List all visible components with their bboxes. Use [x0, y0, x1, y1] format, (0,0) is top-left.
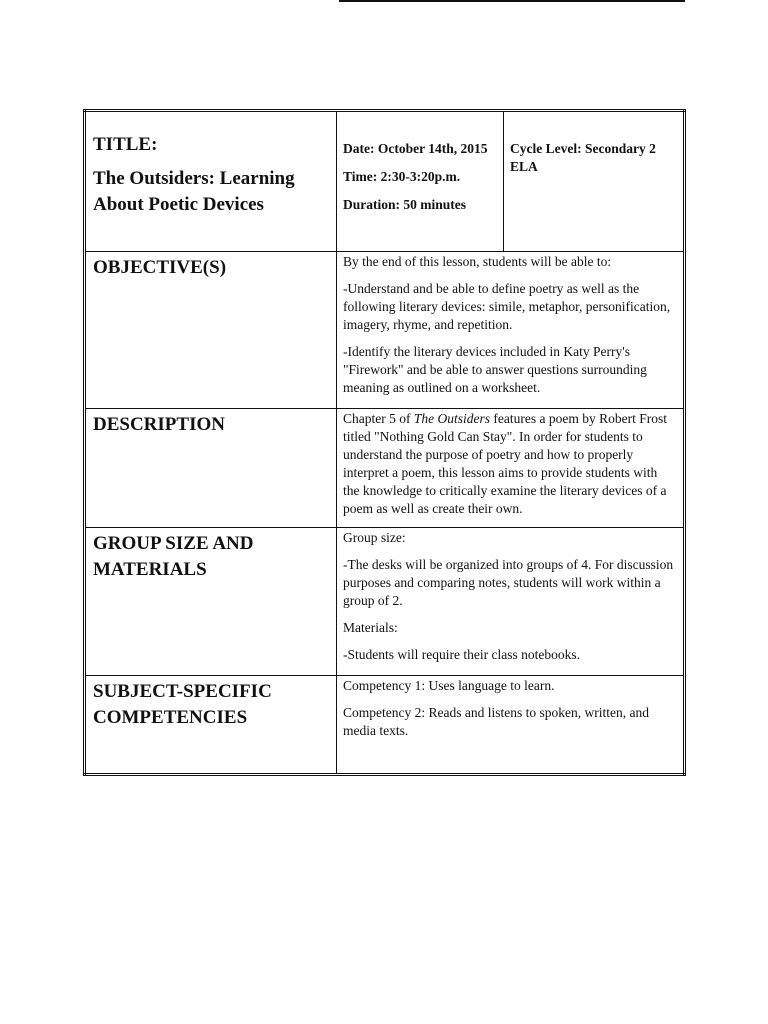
datetime-cell: [337, 111, 504, 252]
competencies-heading-cell: [85, 676, 337, 775]
description-content-cell: [337, 409, 685, 528]
row-title: [85, 111, 685, 252]
lesson-date: Date: October 14th, 2015: [343, 141, 488, 156]
competencies-content-cell: [337, 676, 685, 775]
objectives-intro: By the end of this lesson, students will be able to:: [343, 254, 612, 269]
materials-label: Materials:: [343, 620, 398, 635]
objective-item: -Identify the literary devices included in Katy Perry's "Firework" and be able to answer questions surrounding meaning as outlined on a worksheet.: [343, 344, 647, 395]
cycle-level: Cycle Level: Secondary 2 ELA: [510, 141, 656, 174]
top-rule: [339, 0, 685, 2]
description-text: Chapter 5 of The Outsiders features a poem by Robert Frost titled "Nothing Gold Can Stay". In order for students to understand the purpose of poetry and how to properly interpret a poem, this lesson aims to provide students with the knowledge to critically examine the literary devices of a poem as well as create their own.: [343, 411, 667, 516]
cycle-cell: [504, 111, 685, 252]
competencies-heading: SUBJECT-SPECIFIC COMPETENCIES: [93, 681, 272, 728]
lesson-time: Time: 2:30-3:20p.m.: [343, 169, 461, 184]
objective-item: -Understand and be able to define poetry as well as the following literary devices: simile, metaphor, personification, imagery, rhyme, and repetition.: [343, 281, 671, 332]
materials-text: -Students will require their class notebooks.: [343, 647, 580, 662]
objectives-heading-cell: [85, 252, 337, 409]
group-content-cell: [337, 528, 685, 676]
lesson-title: The Outsiders: Learning About Poetic Devices: [93, 168, 295, 215]
competency-item: Competency 2: Reads and listens to spoken, written, and media texts.: [343, 705, 649, 738]
group-heading-cell: [85, 528, 337, 676]
lesson-plan-table: [83, 109, 686, 776]
group-heading: GROUP SIZE AND MATERIALS: [93, 533, 254, 580]
row-group: [85, 528, 685, 676]
competency-item: Competency 1: Uses language to learn.: [343, 678, 555, 693]
description-heading-cell: [85, 409, 337, 528]
lesson-duration: Duration: 50 minutes: [343, 197, 467, 212]
group-size-text: -The desks will be organized into groups of 4. For discussion purposes and comparing notes, students will work within a group of 2.: [343, 557, 674, 608]
objectives-content-cell: [337, 252, 685, 409]
row-description: [85, 409, 685, 528]
objectives-heading: OBJECTIVE(S): [93, 257, 227, 278]
title-label: TITLE:: [93, 134, 158, 155]
title-cell: [85, 111, 337, 252]
row-objectives: [85, 252, 685, 409]
group-size-label: Group size:: [343, 530, 406, 545]
description-heading: DESCRIPTION: [93, 414, 225, 435]
book-title: The Outsiders: [413, 411, 490, 426]
row-competencies: [85, 676, 685, 775]
